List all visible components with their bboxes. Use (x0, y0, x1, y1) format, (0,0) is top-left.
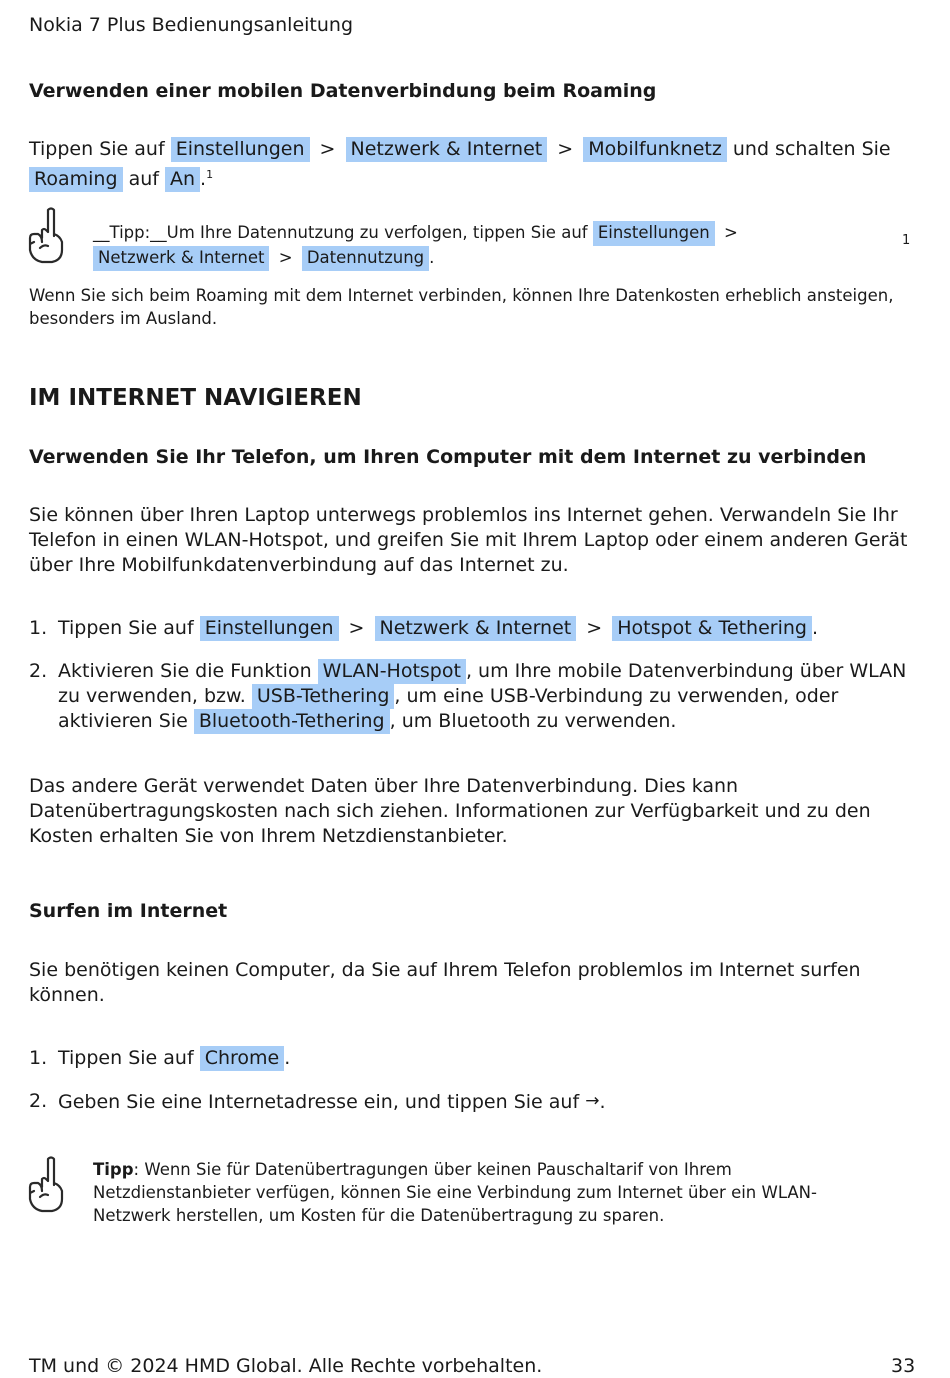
tip-text: __Tipp:__Um Ihre Datennutzung zu verfolgen, tippen Sie auf (93, 223, 588, 242)
instruction-text: Geben Sie eine Internetadresse ein, und tippen Sie auf (58, 1091, 580, 1113)
roaming-link[interactable]: Roaming (29, 167, 123, 192)
arrow-right-icon: → (585, 1091, 600, 1111)
data-usage-link[interactable]: Datennutzung (302, 246, 429, 271)
period: . (811, 617, 819, 639)
usb-tethering-link[interactable]: USB-Tethering (252, 684, 395, 709)
path-separator: > (586, 617, 603, 639)
list-item (29, 659, 909, 734)
copyright: TM und © 2024 HMD Global. Alle Rechte vorbehalten. (29, 1355, 543, 1377)
wlan-hotspot-link[interactable]: WLAN-Hotspot (318, 659, 466, 684)
path-separator: > (319, 138, 336, 160)
tip-label: Tipp (93, 1160, 134, 1179)
tip-text: : Wenn Sie für Datenübertragungen über keinen Pauschaltarif von Ihrem Netzdienstanbieter verfügen, können Sie eine Verbindung zum Internet über ein WLAN-Netzwerk herstellen, um Kosten für die Datenübertragung zu sparen. (93, 1160, 817, 1225)
list-item (29, 1046, 909, 1071)
instruction-text: Tippen Sie auf (58, 617, 194, 639)
settings-link[interactable]: Einstellungen (171, 137, 310, 162)
network-internet-link[interactable]: Netzwerk & Internet (375, 616, 577, 641)
path-separator: > (348, 617, 365, 639)
path-separator: > (557, 138, 574, 160)
network-internet-link[interactable]: Netzwerk & Internet (93, 246, 269, 271)
period: . (200, 168, 207, 190)
list-number: 1. (29, 1047, 48, 1069)
network-internet-link[interactable]: Netzwerk & Internet (346, 137, 548, 162)
roaming-instructions (29, 137, 909, 192)
settings-link[interactable]: Einstellungen (200, 616, 339, 641)
list-number: 2. (29, 660, 48, 682)
section-title: IM INTERNET NAVIGIEREN (29, 385, 362, 411)
period: . (599, 1091, 606, 1113)
roaming-warning: Wenn Sie sich beim Roaming mit dem Internet verbinden, können Ihre Datenkosten erheblich ansteigen, besonders im Ausland. (29, 286, 894, 328)
page-number: 33 (891, 1355, 916, 1377)
path-separator: > (278, 248, 293, 267)
period: . (284, 1047, 291, 1069)
instruction-text: auf (128, 168, 159, 190)
document-title: Nokia 7 Plus Bedienungsanleitung (29, 14, 354, 36)
pointing-hand-icon (26, 1155, 66, 1213)
settings-link[interactable]: Einstellungen (593, 221, 715, 246)
on-link[interactable]: An (165, 167, 200, 192)
pointing-hand-icon (26, 206, 66, 264)
instruction-text: Aktivieren Sie die Funktion (58, 660, 312, 682)
roaming-tip (93, 221, 883, 271)
footnote-ref: 1 (206, 168, 214, 181)
list-text (58, 1046, 909, 1071)
instruction-text: Tippen Sie auf (29, 138, 165, 160)
list-item (29, 616, 909, 641)
instruction-text: Tippen Sie auf (58, 1047, 194, 1069)
list-number: 1. (29, 617, 48, 639)
list-number: 2. (29, 1090, 48, 1112)
surfing-tip (93, 1158, 853, 1227)
instruction-text: und schalten Sie (732, 138, 891, 160)
data-cost-note: Das andere Gerät verwendet Daten über Ihre Datenverbindung. Dies kann Datenübertragungskosten nach sich ziehen. Informationen zur Verfügbarkeit und zu den Kosten erhalten Sie von Ihrem Netzdienstanbieter. (29, 775, 871, 847)
period: . (429, 248, 435, 267)
roaming-heading: Verwenden einer mobilen Datenverbindung beim Roaming (29, 80, 657, 102)
list-item (29, 1089, 909, 1115)
instruction-text: , um eine USB-Verbindung zu verwenden, oder aktivieren Sie (58, 685, 839, 732)
instruction-text: , um Bluetooth zu verwenden. (389, 710, 677, 732)
hotspot-heading: Verwenden Sie Ihr Telefon, um Ihren Computer mit dem Internet zu verbinden (29, 446, 867, 468)
surfing-heading: Surfen im Internet (29, 900, 228, 922)
instruction-text: , um Ihre mobile Datenverbindung über WLAN zu verwenden, bzw. (58, 660, 907, 707)
list-text (58, 616, 909, 641)
hotspot-tethering-link[interactable]: Hotspot & Tethering (612, 616, 812, 641)
list-text (58, 659, 909, 734)
mobile-network-link[interactable]: Mobilfunknetz (583, 137, 727, 162)
bluetooth-tethering-link[interactable]: Bluetooth-Tethering (194, 709, 390, 734)
footnote-marker: 1 (902, 233, 911, 248)
surfing-intro: Sie benötigen keinen Computer, da Sie auf Ihrem Telefon problemlos im Internet surfen können. (29, 959, 861, 1006)
chrome-link[interactable]: Chrome (200, 1046, 285, 1071)
path-separator: > (723, 223, 738, 242)
list-text (58, 1089, 909, 1115)
hotspot-intro: Sie können über Ihren Laptop unterwegs problemlos ins Internet gehen. Verwandeln Sie Ihr Telefon in einen WLAN-Hotspot, und greifen Sie mit Ihrem Laptop oder einem anderen Gerät über Ihre Mobilfunkdatenverbindung auf das Internet zu. (29, 504, 908, 576)
